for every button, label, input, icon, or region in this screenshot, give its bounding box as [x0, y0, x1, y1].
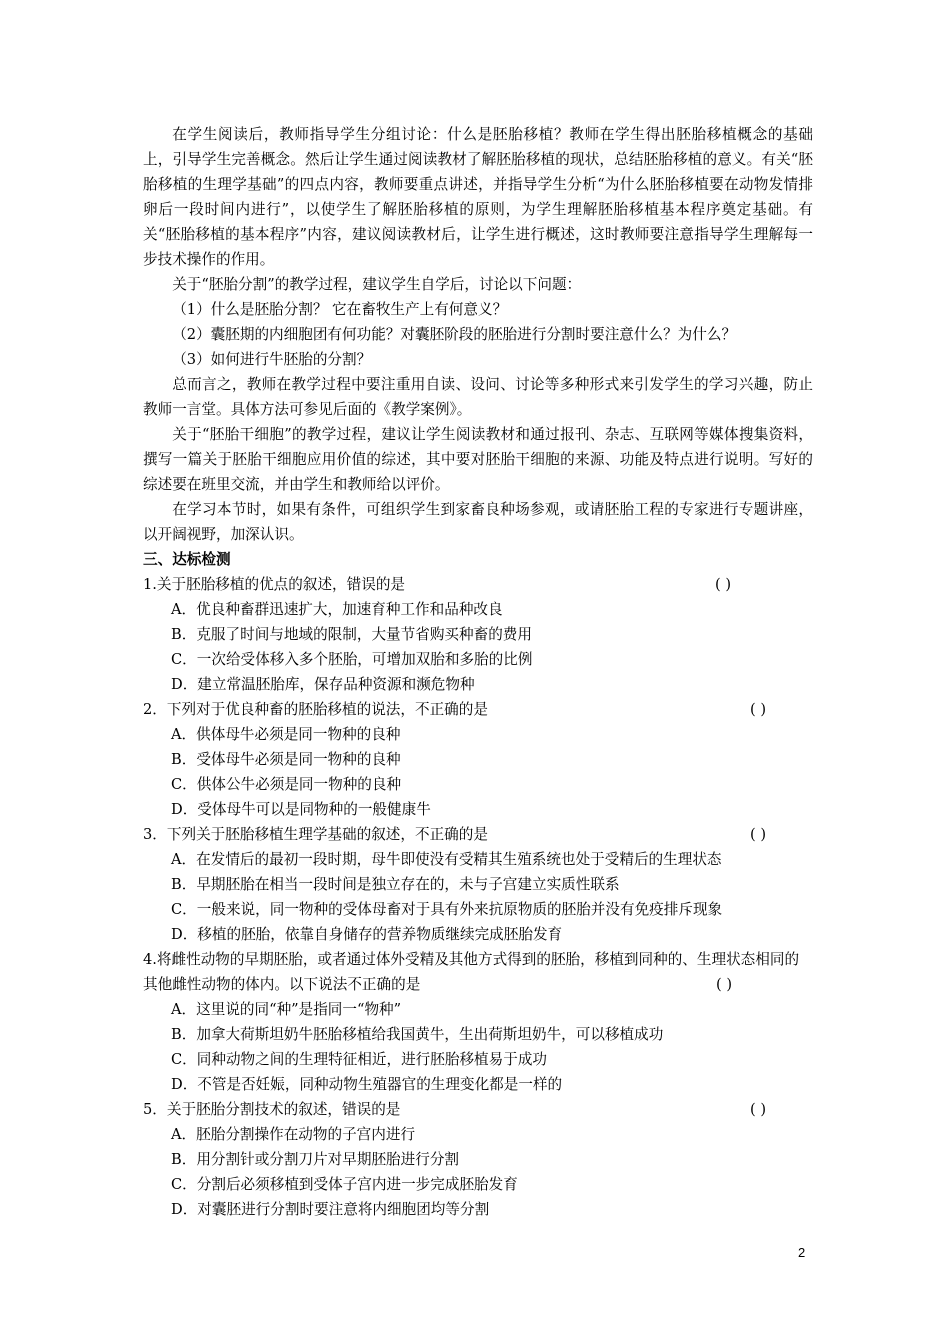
answer-bracket: ( ) [715, 576, 732, 593]
paragraph-embryo-transfer: 在学生阅读后，教师指导学生分组讨论：什么是胚胎移植？教师在学生得出胚胎移植概念的基础上，引导学生完善概念。然后让学生通过阅读教材了解胚胎移植的现状，总结胚胎移植的意义。有关“胚胎移植的生理学基础”的四点内容，教师要重点讲述，并指导学生分析“为什么胚胎移植要在动物发情排卵后一段时间内进行”，以使学生了解胚胎移植的原则，为学生理解胚胎移植基本程序奠定基础。有关“胚胎移植的基本程序”内容，建议阅读教材后，让学生进行概述，这时教师要注意指导学生理解每一步技术操作的作用。 [143, 126, 813, 268]
option-c: C．同种动物之间的生理特征相近，进行胚胎移植易于成功 [171, 1051, 548, 1068]
option-b: B．早期胚胎在相当一段时间是独立存在的，未与子宫建立实质性联系 [171, 876, 620, 893]
option-c: C．供体公牛必须是同一物种的良种 [171, 776, 402, 793]
option-a: A．优良种畜群迅速扩大，加速育种工作和品种改良 [171, 601, 503, 618]
option-d: D．对囊胚进行分割时要注意将内细胞团均等分割 [171, 1201, 490, 1218]
answer-bracket: ( ) [716, 976, 733, 993]
option-a: A．胚胎分割操作在动物的子宫内进行 [171, 1126, 416, 1143]
page-number: 2 [798, 1245, 806, 1260]
question-3 [143, 822, 813, 947]
answer-bracket: ( ) [750, 701, 767, 718]
option-a: A．供体母牛必须是同一物种的良种 [171, 726, 401, 743]
discussion-item-3: （3）如何进行牛胚胎的分割？ [172, 351, 372, 368]
answer-bracket: ( ) [750, 826, 767, 843]
option-c: C．一般来说，同一物种的受体母畜对于具有外来抗原物质的胚胎并没有免疫排斥现象 [171, 901, 723, 918]
question-4 [143, 947, 813, 1097]
question-stem: 5．关于胚胎分割技术的叙述，错误的是 [143, 1101, 401, 1118]
option-b: B．加拿大荷斯坦奶牛胚胎移植给我国黄牛，生出荷斯坦奶牛，可以移植成功 [171, 1026, 664, 1043]
option-a: A．这里说的同“种”是指同一“物种” [171, 1001, 402, 1018]
discussion-item-2: （2）囊胚期的内细胞团有何功能？对囊胚阶段的胚胎进行分割时要注意什么？为什么？ [172, 326, 737, 343]
section-title: 三、达标检测 [143, 551, 231, 568]
paragraph-summary: 总而言之，教师在教学过程中要注重用自读、设问、讨论等多种形式来引发学生的学习兴趣，防止教师一言堂。具体方法可参见后面的《教学案例》。 [143, 376, 813, 418]
paragraph-stem-cells: 关于“胚胎干细胞”的教学过程，建议让学生阅读教材和通过报刊、杂志、互联网等媒体搜集资料，撰写一篇关于胚胎干细胞应用价值的综述，其中要对胚胎干细胞的来源、功能及特点进行说明。写好的综述要在班里交流，并由学生和教师给以评价。 [143, 426, 813, 493]
paragraph-embryo-splitting: 关于“胚胎分割”的教学过程，建议学生自学后，讨论以下问题： [172, 276, 582, 293]
option-b: B．用分割针或分割刀片对早期胚胎进行分割 [171, 1151, 460, 1168]
answer-bracket: ( ) [750, 1101, 767, 1118]
option-b: B．受体母牛必须是同一物种的良种 [171, 751, 401, 768]
discussion-item-1: （1）什么是胚胎分割？ 它在畜牧生产上有何意义？ [172, 301, 508, 318]
question-stem: 3．下列关于胚胎移植生理学基础的叙述，不正确的是 [143, 826, 488, 843]
option-d: D．建立常温胚胎库，保存品种资源和濒危物种 [171, 676, 475, 693]
option-c: C．分割后必须移植到受体子宫内进一步完成胚胎发育 [171, 1176, 518, 1193]
question-stem: 2．下列对于优良种畜的胚胎移植的说法，不正确的是 [143, 701, 488, 718]
option-d: D．不管是否妊娠，同种动物生殖器官的生理变化都是一样的 [171, 1076, 563, 1093]
option-d: D．移植的胚胎，依靠自身储存的营养物质继续完成胚胎发育 [171, 926, 563, 943]
option-c: C．一次给受体移入多个胚胎，可增加双胎和多胎的比例 [171, 651, 533, 668]
question-1 [143, 572, 813, 697]
question-stem: 1.关于胚胎移植的优点的叙述，错误的是 [143, 576, 406, 593]
question-5 [143, 1097, 813, 1222]
option-a: A．在发情后的最初一段时期，母牛即使没有受精其生殖系统也处于受精后的生理状态 [171, 851, 722, 868]
option-d: D．受体母牛可以是同物种的一般健康牛 [171, 801, 431, 818]
question-stem: 4.将雌性动物的早期胚胎，或者通过体外受精及其他方式得到的胚胎，移植到同种的、生理状态相同的其他雌性动物的体内。以下说法不正确的是 [143, 951, 800, 993]
page-content [143, 122, 813, 1222]
option-b: B．克服了时间与地域的限制，大量节省购买种畜的费用 [171, 626, 532, 643]
question-2 [143, 697, 813, 822]
paragraph-field-visit: 在学习本节时，如果有条件，可组织学生到家畜良种场参观，或请胚胎工程的专家进行专题讲座，以开阔视野，加深认识。 [143, 501, 813, 543]
